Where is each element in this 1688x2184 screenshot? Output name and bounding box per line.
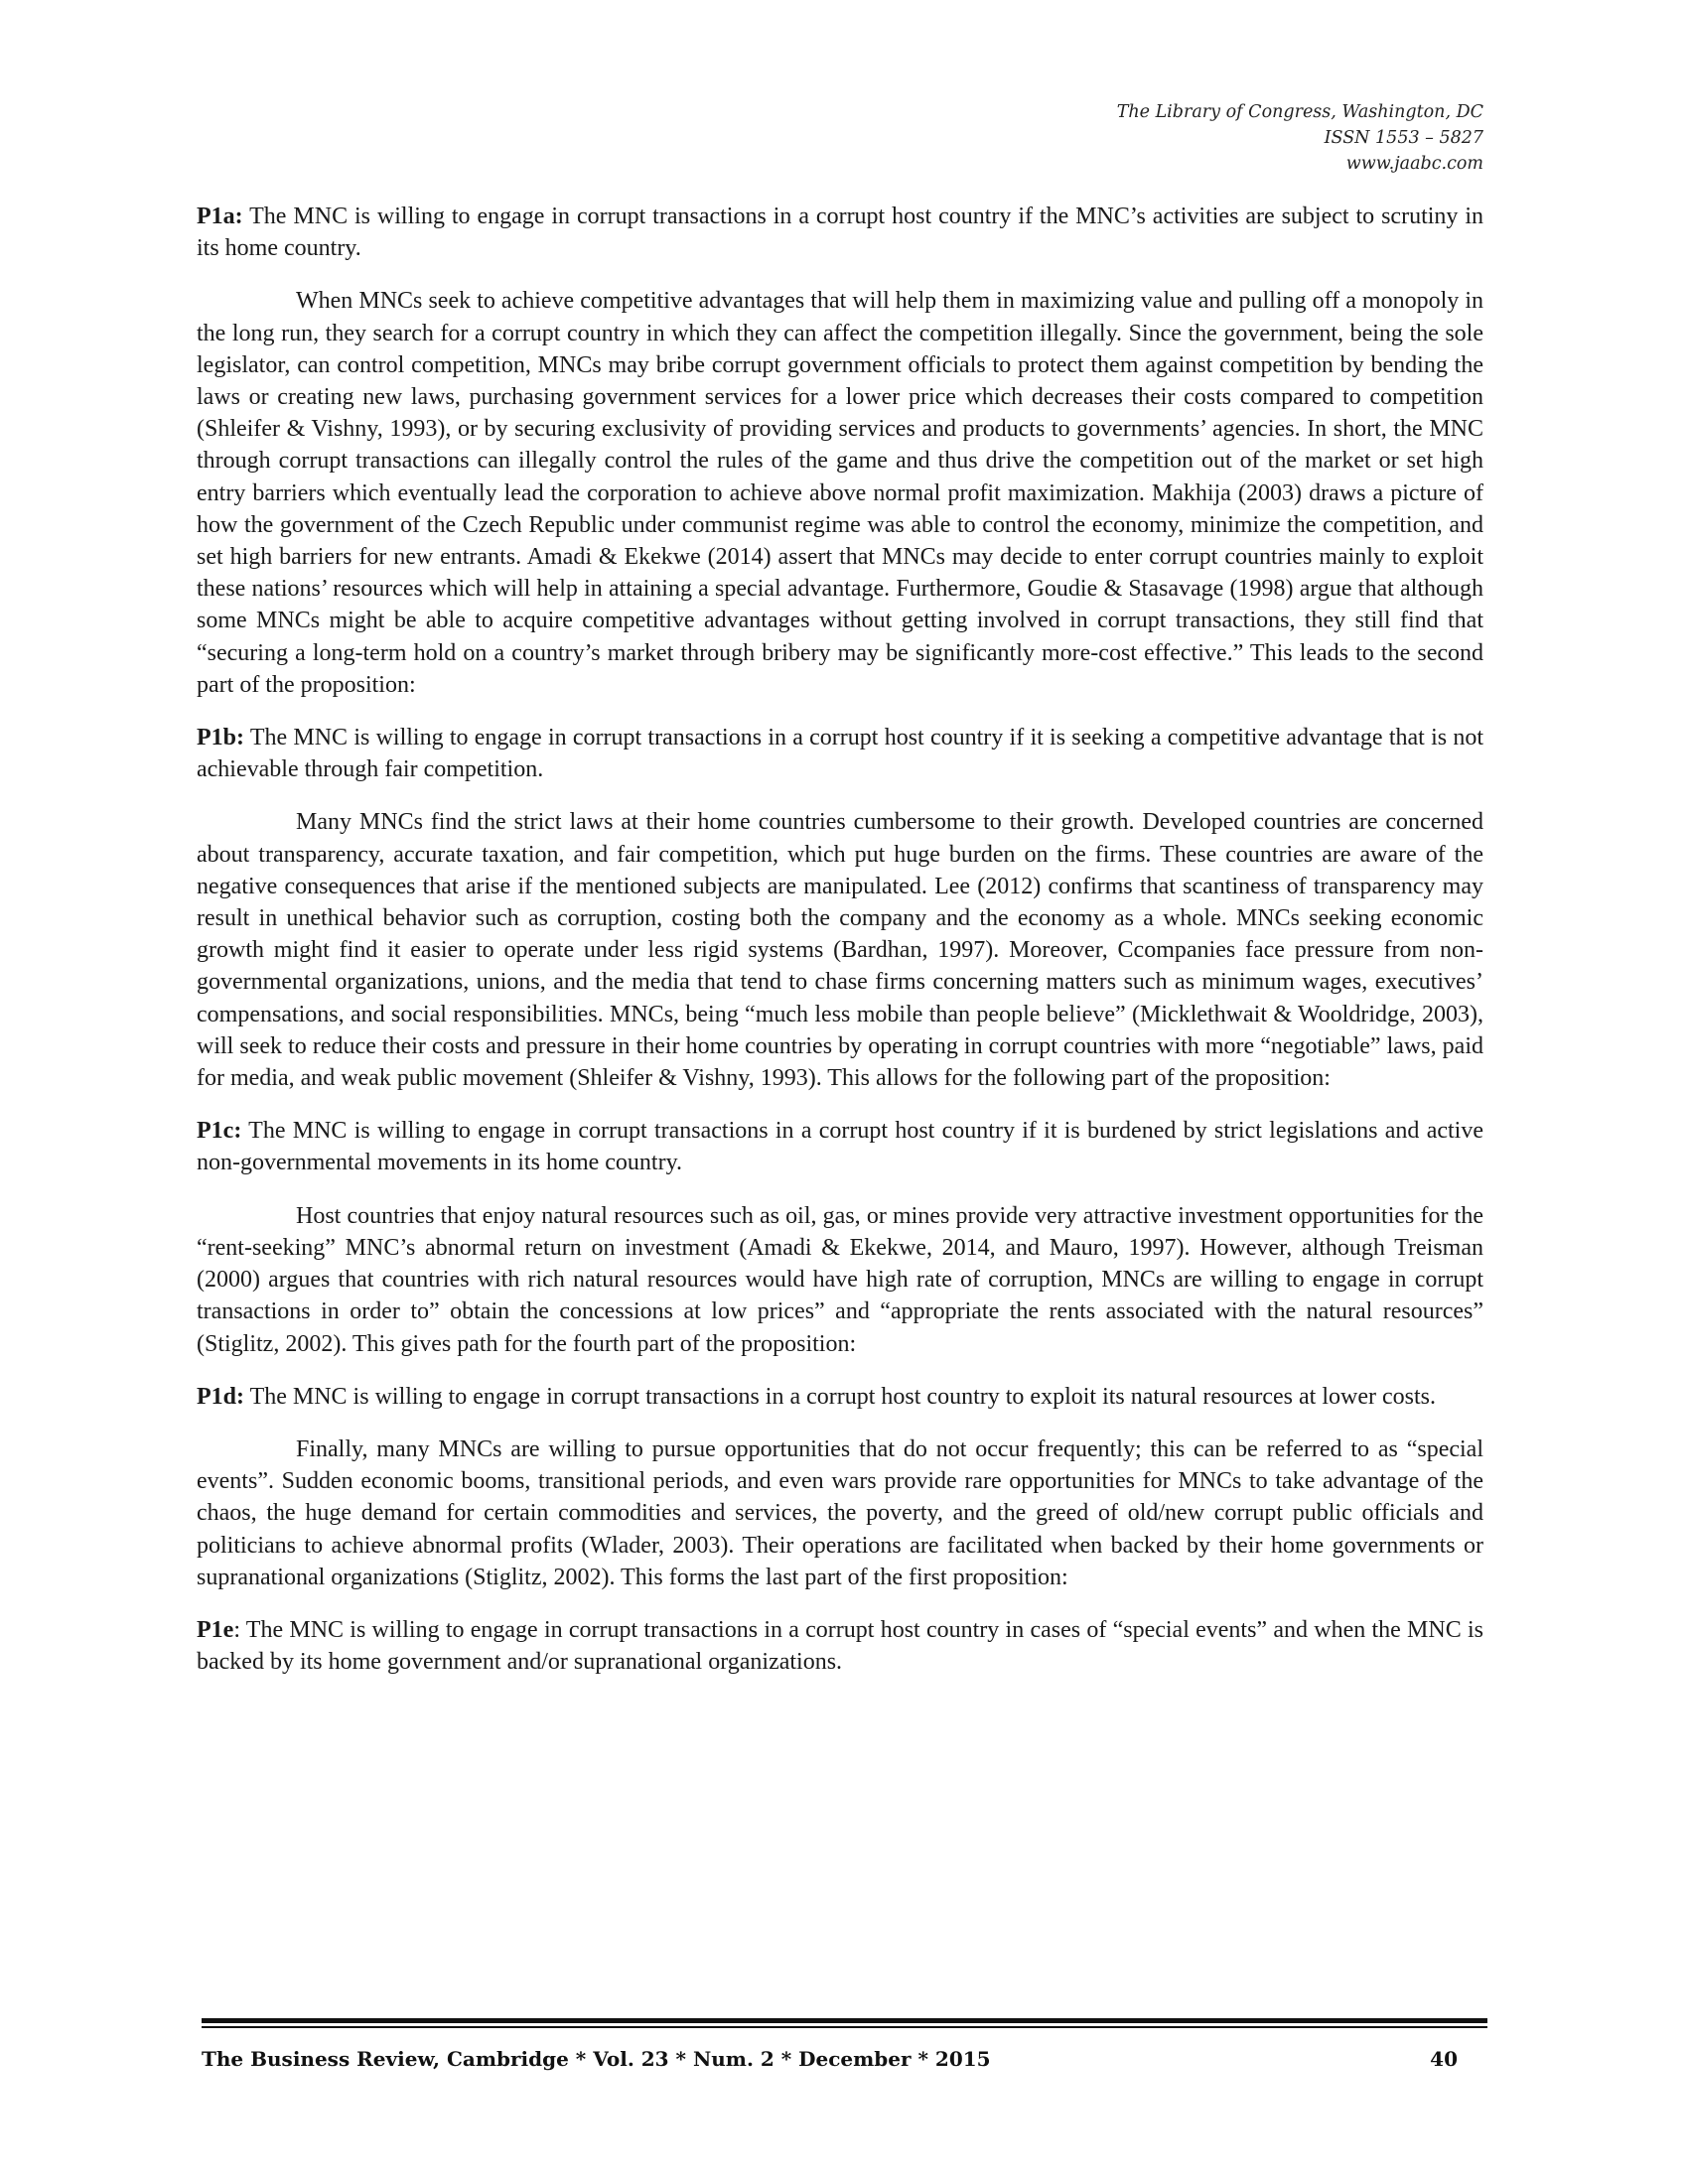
header-library: The Library of Congress, Washington, DC bbox=[1116, 102, 1483, 122]
body-paragraph: Many MNCs find the strict laws at their home countries cumbersome to their growth. Developed countries are concerned about transparency, accurate taxation, and fair competition, which put huge burden on the firms. These countries are aware of the negative consequences that arise if the mentioned subjects are manipulated. Lee (2012) confirms that scantiness of transparency may result in unethical behavior such as corruption, costing both the company and the economy as a whole. MNCs seeking economic growth might find it easier to operate under less rigid systems (Bardhan, 1997). Moreover, Ccompanies face pressure from non-governmental organizations, unions, and the media that tend to chase firms concerning matters such as minimum wages, executives’ compensations, and social responsibilities. MNCs, being “much less mobile than people believe” (Micklethwait & Wooldridge, 2003), will seek to reduce their costs and pressure in their home countries by operating in corrupt countries with more “negotiable” laws, paid for media, and weak public movement (Shleifer & Vishny, 1993). This allows for the following part of the proposition: bbox=[197, 809, 1483, 1092]
header-issn: ISSN 1553 – 5827 bbox=[1324, 128, 1483, 148]
proposition-text: The MNC is willing to engage in corrupt transactions in a corrupt host country to exploit its natural resources at lower costs. bbox=[244, 1383, 1436, 1410]
proposition-label: P1c: bbox=[197, 1118, 242, 1145]
header-website: www.jaabc.com bbox=[1345, 154, 1483, 174]
proposition-text: The MNC is willing to engage in corrupt transactions in a corrupt host country if the MNC’s activities are subject to scrutiny in its home country. bbox=[197, 204, 1483, 262]
proposition-label: P1b: bbox=[197, 725, 244, 751]
proposition-p1c bbox=[197, 1115, 1483, 1178]
footer-rule bbox=[202, 2018, 1487, 2023]
proposition-p1e bbox=[197, 1614, 1483, 1678]
footer-journal-citation: The Business Review, Cambridge * Vol. 23 * Num. 2 * December * 2015 bbox=[202, 2047, 991, 2071]
body-paragraph: Host countries that enjoy natural resources such as oil, gas, or mines provide very attractive investment opportunities for the “rent-seeking” MNC’s abnormal return on investment (Amadi & Ekekwe, 2014, and Mauro, 1997). However, although Treisman (2000) argues that countries with rich natural resources would have high rate of corruption, MNCs are willing to engage in corrupt transactions in order to” obtain the concessions at low prices” and “appropriate the rents associated with the natural resources” (Stiglitz, 2002). This gives path for the fourth part of the proposition: bbox=[197, 1202, 1483, 1357]
proposition-text: The MNC is willing to engage in corrupt transactions in a corrupt host country if it is seeking a competitive advantage that is not achievable through fair competition. bbox=[197, 725, 1483, 783]
proposition-label: P1d: bbox=[197, 1383, 244, 1410]
proposition-p1d bbox=[197, 1381, 1483, 1413]
body-paragraph: Finally, many MNCs are willing to pursue opportunities that do not occur frequently; this can be referred to as “special events”. Sudden economic booms, transitional periods, and even wars provide rare opportunities for MNCs to take advantage of the chaos, the huge demand for certain commodities and services, the poverty, and the greed of old/new corrupt public officials and politicians to achieve abnormal profits (Wlader, 2003). Their operations are facilitated when backed by their home governments or supranational organizations (Stiglitz, 2002). This forms the last part of the first proposition: bbox=[197, 1435, 1483, 1590]
running-header bbox=[1117, 99, 1483, 177]
proposition-text: : The MNC is willing to engage in corrupt transactions in a corrupt host country in cases of “special events” and when the MNC is backed by its home government and/or supranational organizations. bbox=[197, 1616, 1483, 1676]
footer-rule-thin bbox=[202, 2026, 1487, 2028]
body-text bbox=[197, 201, 1483, 1699]
proposition-label: P1a: bbox=[197, 204, 243, 229]
proposition-text: The MNC is willing to engage in corrupt transactions in a corrupt host country if it is burdened by strict legislations and active non-governmental movements in its home country. bbox=[197, 1118, 1483, 1176]
proposition-p1b bbox=[197, 722, 1483, 785]
page-number: 40 bbox=[1430, 2047, 1458, 2071]
proposition-p1a bbox=[197, 201, 1483, 264]
proposition-label: P1e bbox=[197, 1616, 234, 1643]
body-paragraph: When MNCs seek to achieve competitive advantages that will help them in maximizing value and pulling off a monopoly in the long run, they search for a corrupt country in which they can affect the competition illegally. Since the government, being the sole legislator, can control competition, MNCs may bribe corrupt government officials to protect them against competition by bending the laws or creating new laws, purchasing government services for a lower price which decreases their costs compared to competition (Shleifer & Vishny, 1993), or by securing exclusivity of providing services and products to governments’ agencies. In short, the MNC through corrupt transactions can illegally control the rules of the game and thus drive the competition out of the market or set high entry barriers which eventually lead the corporation to achieve above normal profit maximization. Makhija (2003) draws a picture of how the government of the Czech Republic under communist regime was able to control the economy, minimize the competition, and set high barriers for new entrants. Amadi & Ekekwe (2014) assert that MNCs may decide to enter corrupt countries mainly to exploit these nations’ resources which will help in attaining a special advantage. Furthermore, Goudie & Stasavage (1998) argue that although some MNCs might be able to acquire competitive advantages without getting involved in corrupt transactions, they still find that “securing a long-term hold on a country’s market through bribery may be significantly more-cost effective.” This leads to the second part of the proposition: bbox=[197, 288, 1483, 698]
